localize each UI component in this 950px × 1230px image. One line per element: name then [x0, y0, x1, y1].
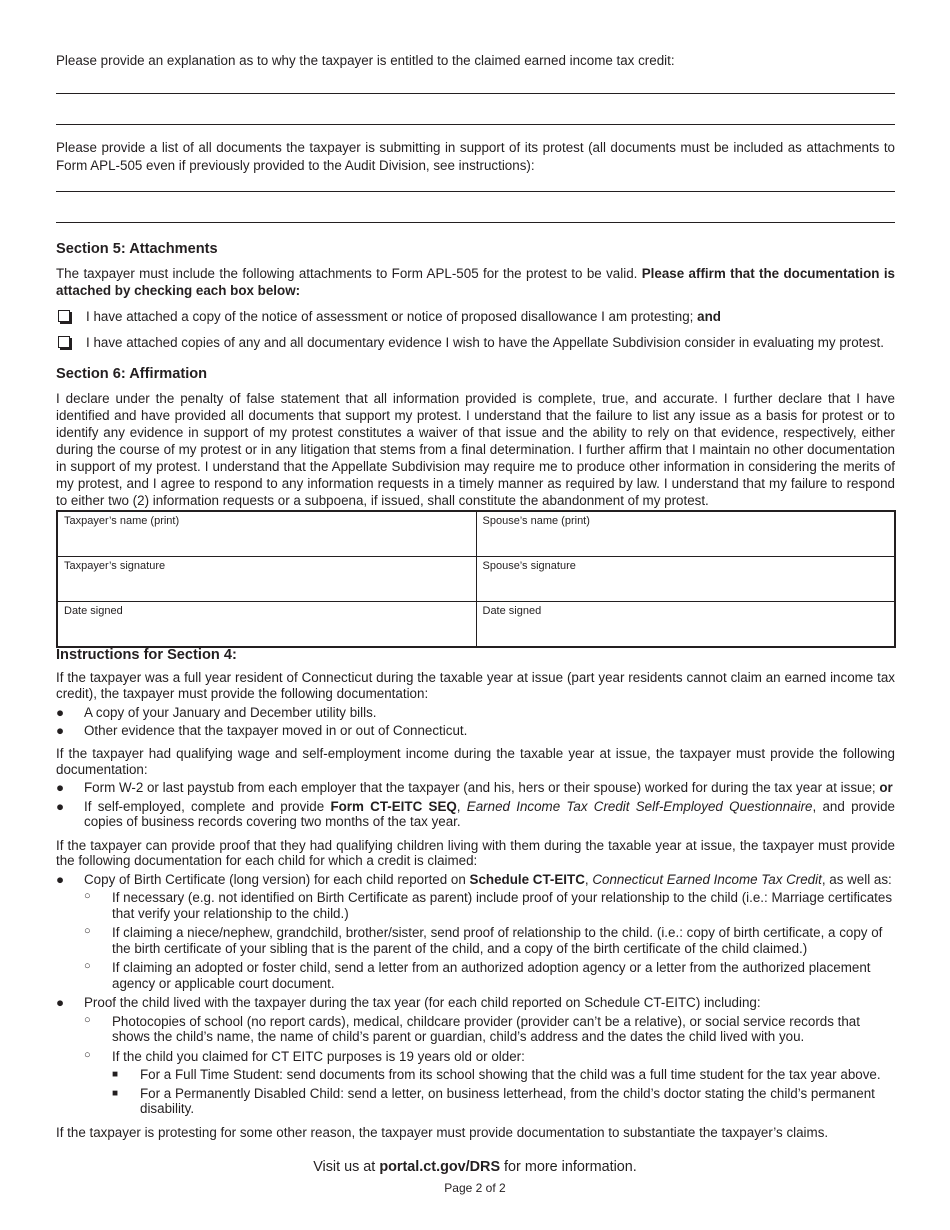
documents-line-2[interactable]	[56, 222, 895, 223]
explanation-prompt: Please provide an explanation as to why the taxpayer is entitled to the claimed earned income tax credit:	[56, 53, 675, 68]
signature-table	[56, 510, 896, 648]
checkbox-2-box[interactable]	[58, 336, 70, 348]
checkbox-1-label: I have attached a copy of the notice of assessment or notice of proposed disallowance I am protesting; and	[86, 309, 721, 324]
residency-intro: If the taxpayer was a full year resident of Connecticut during the taxable year at issue (part year residents cannot claim an earned income tax credit), the taxpayer must provide the following documentation:	[56, 670, 895, 701]
attachment-checkbox-2[interactable]	[56, 334, 895, 351]
list-item: ○ If claiming an adopted or foster child, send a letter from an authorized adoption agency or a letter from the authorized placement agency or applicable court document.	[84, 960, 871, 991]
attachment-checkbox-1[interactable]	[56, 308, 895, 325]
section6-heading: Section 6: Affirmation	[56, 366, 208, 382]
spouse-date-field[interactable]: Date signed	[476, 602, 895, 648]
documents-line-1[interactable]	[56, 191, 895, 192]
list-item: ■ For a Permanently Disabled Child: send a letter, on business letterhead, from the child’s doctor stating the child’s permanent disability.	[112, 1085, 875, 1116]
taxpayer-date-field[interactable]: Date signed	[57, 602, 476, 648]
page-footer	[0, 1157, 950, 1197]
list-item: ● Other evidence that the taxpayer moved in or out of Connecticut.	[56, 722, 468, 738]
affirmation-text: I declare under the penalty of false statement that all information provided is complete, true, and accurate. I further declare that I have identified and have provided all documents that support my protest. I understand that the failure to list any issue as a basis for protest or to identify any evidence in support of my protest constitutes a waiver of that issue and the ability to rely on that evidence, respectively, either during the course of my protest or in any litigation that stems from a final determination. I further affirm that I maintain no other documentation in support of my protest. I understand that the Appellate Subdivision may require me to produce other information in considering the merits of my protest, and I agree to respond to any information requests in a timely manner as required by law. I understand that my failure to respond to either two (2) information requests or a subpoena, if issued, shall constitute the abandonment of my protest.	[56, 391, 895, 508]
spouse-signature-field[interactable]: Spouse’s signature	[476, 557, 895, 602]
documents-prompt: Please provide a list of all documents the taxpayer is submitting in support of its protest (all documents must be included as attachments to Form APL-505 even if previously provided to the Audit Division, see instructions):	[56, 140, 895, 173]
checkbox-1-box[interactable]	[58, 310, 70, 322]
section5-intro: The taxpayer must include the following attachments to Form APL-505 for the protest to be valid. Please affirm that the documentation is attached by checking each box below:	[56, 266, 895, 298]
list-item: ○ If the child you claimed for CT EITC purposes is 19 years old or older:	[84, 1048, 525, 1064]
taxpayer-name-field[interactable]: Taxpayer’s name (print)	[57, 511, 476, 557]
footer-visit: Visit us at portal.ct.gov/DRS for more information.	[313, 1159, 637, 1175]
spouse-name-field[interactable]: Spouse’s name (print)	[476, 511, 895, 557]
income-intro: If the taxpayer had qualifying wage and self-employment income during the taxable year at issue, the taxpayer must provide the following documentation:	[56, 746, 895, 777]
list-item: ● Proof the child lived with the taxpayer during the tax year (for each child reported on Schedule CT-EITC) including:	[56, 995, 761, 1010]
instructions-body	[56, 670, 895, 1140]
list-item: ● Form W-2 or last paystub from each employer that the taxpayer (and his, hers or their spouse) worked for during the tax year at issue; or	[56, 780, 893, 795]
list-item: ○ Photocopies of school (no report cards), medical, childcare provider (provider can’t be a relative), or social service records that shows the child’s name, the name of child’s parent or guardian, child’s address and the dates the child lived with you.	[84, 1013, 860, 1044]
list-item: ○ If necessary (e.g. not identified on Birth Certificate as parent) include proof of your relationship to the child (i.e.: Marriage certificates that verify your relationship to the child.)	[84, 890, 893, 921]
children-intro: If the taxpayer can provide proof that they had qualifying children living with them during the taxable year at issue, the taxpayer must provide the following documentation for each child for which a credit is claimed:	[56, 837, 895, 868]
list-item: ● Copy of Birth Certificate (long version) for each child reported on Schedule CT-EITC, Connecticut Earned Income Tax Credit, as well as:	[56, 871, 892, 887]
list-item: ● A copy of your January and December utility bills.	[56, 705, 377, 720]
page-number: Page 2 of 2	[444, 1181, 506, 1195]
list-item: ■ For a Full Time Student: send documents from its school showing that the child was a full time student for the tax year above.	[112, 1067, 881, 1082]
drs-portal-link[interactable]: portal.ct.gov/DRS	[379, 1159, 501, 1175]
taxpayer-signature-field[interactable]: Taxpayer’s signature	[57, 557, 476, 602]
explanation-line-1[interactable]	[56, 93, 895, 94]
section5-heading: Section 5: Attachments	[56, 241, 218, 257]
other-reason: If the taxpayer is protesting for some other reason, the taxpayer must provide documentation to substantiate the taxpayer’s claims.	[56, 1124, 829, 1140]
list-item: ● If self-employed, complete and provide Form CT-EITC SEQ, Earned Income Tax Credit Self-Employed Questionnaire, and provide copies of business records covering two months of the tax year.	[56, 798, 895, 829]
instructions-heading: Instructions for Section 4:	[56, 647, 237, 663]
checkbox-2-label: I have attached copies of any and all documentary evidence I wish to have the Appellate Subdivision consider in evaluating my protest.	[86, 335, 884, 350]
list-item: ○ If claiming a niece/nephew, grandchild, brother/sister, send proof of relationship to the child. (i.e.: copy of birth certificate, a copy of the birth certificate of your sibling that is the parent of the child, and a copy of the birth certificate of the child claimed.)	[84, 925, 883, 956]
explanation-line-2[interactable]	[56, 124, 895, 125]
